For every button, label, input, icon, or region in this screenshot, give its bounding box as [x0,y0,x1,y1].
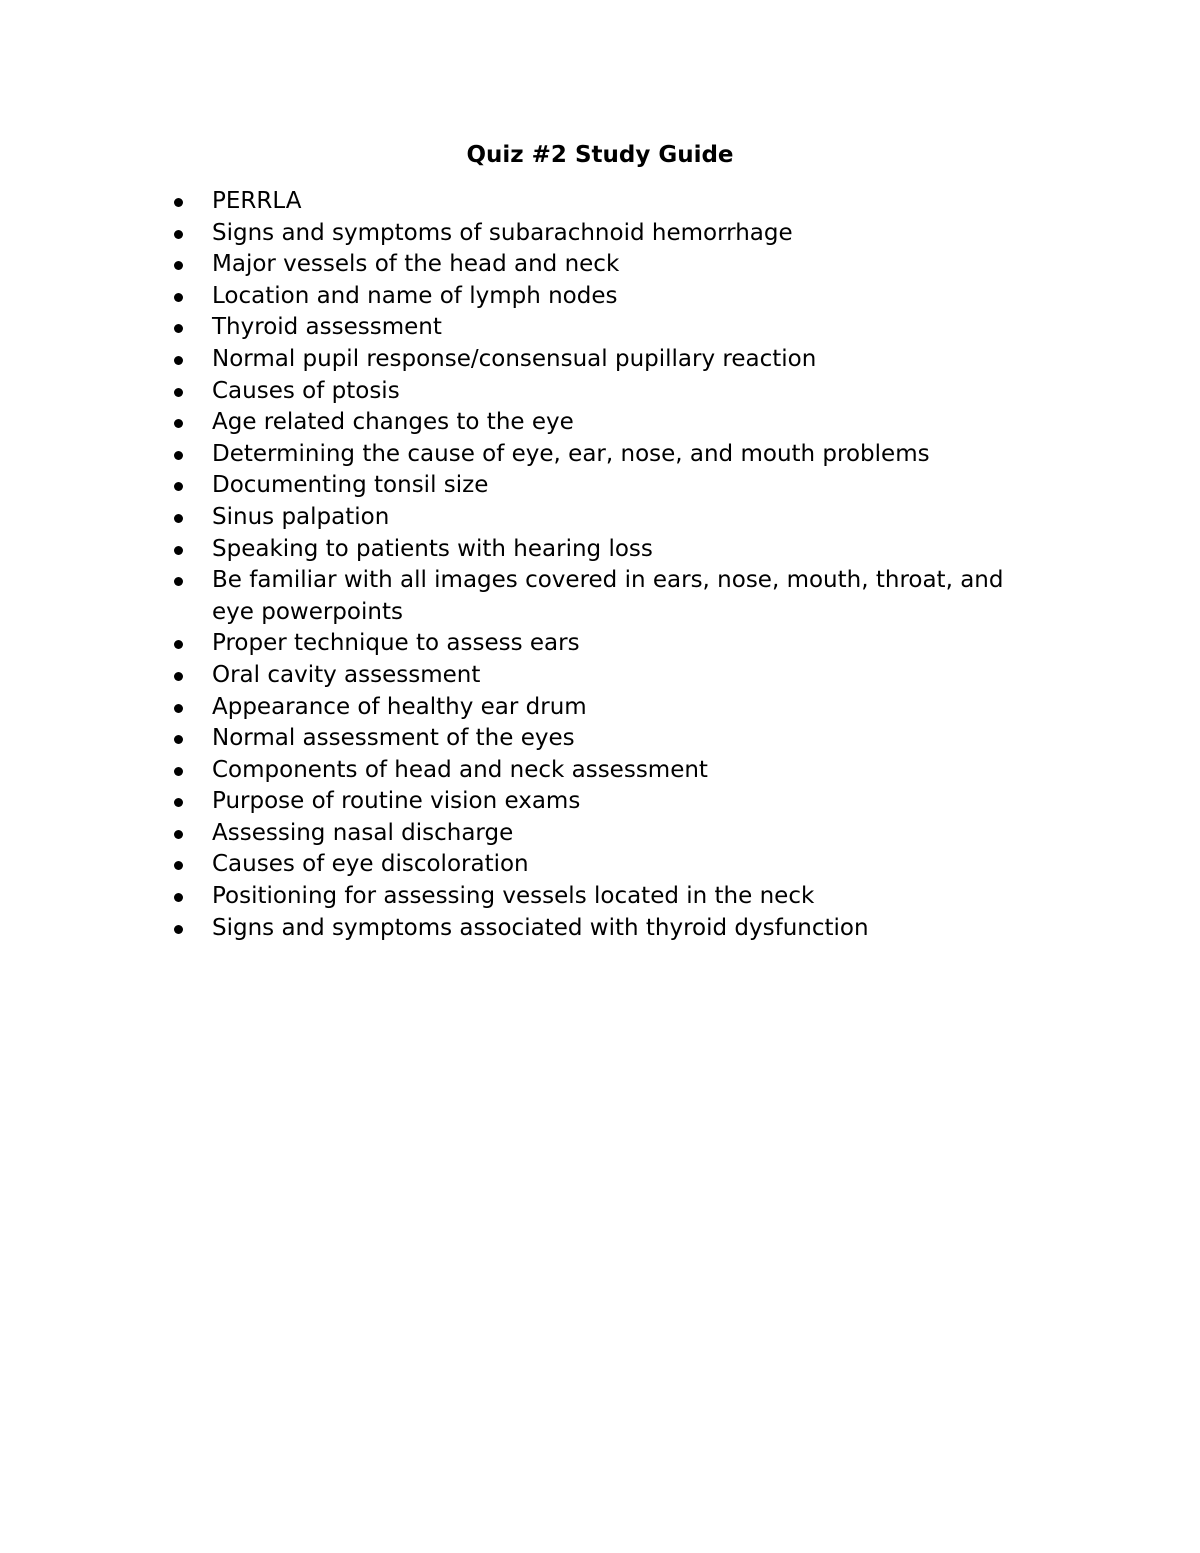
bullet-icon [174,324,183,333]
bullet-icon [174,451,183,460]
study-guide-list [172,186,1052,944]
bullet-icon [174,704,183,713]
bullet-icon [174,925,183,934]
list-item [172,692,1052,724]
list-item-text: Assessing nasal discharge [212,819,514,846]
bullet-icon [174,640,183,649]
list-item-text: Major vessels of the head and neck [212,251,620,278]
list-item [172,881,1052,913]
bullet-icon [174,893,183,902]
list-item-text: Determining the cause of eye, ear, nose, and mouth problems [212,440,930,467]
bullet-icon [174,830,183,839]
list-item-text: Speaking to patients with hearing loss [212,535,653,562]
bullet-icon [174,767,183,776]
list-item-text: Causes of ptosis [212,377,400,404]
bullet-icon [174,356,183,365]
bullet-icon [174,546,183,555]
list-item-text: Appearance of healthy ear drum [212,693,587,720]
list-item [172,407,1052,439]
list-item [172,312,1052,344]
list-item [172,502,1052,534]
bullet-icon [174,735,183,744]
list-item-text: Sinus palpation [212,503,390,530]
list-item [172,755,1052,787]
list-item-text: Components of head and neck assessment [212,756,708,783]
list-item-text: Signs and symptoms associated with thyroid dysfunction [212,914,869,941]
list-item-text: Causes of eye discoloration [212,851,529,878]
list-item [172,439,1052,471]
list-item [172,660,1052,692]
list-item-text: Documenting tonsil size [212,472,489,499]
list-item [172,281,1052,313]
bullet-icon [174,577,183,586]
list-item [172,344,1052,376]
bullet-icon [174,672,183,681]
list-item [172,218,1052,250]
list-item-text: Location and name of lymph nodes [212,282,618,309]
list-item-text: Age related changes to the eye [212,409,574,436]
list-item-text: Oral cavity assessment [212,661,481,688]
list-item [172,534,1052,566]
list-item [172,818,1052,850]
bullet-icon [174,230,183,239]
bullet-icon [174,419,183,428]
list-item-text: PERRLA [212,188,302,214]
bullet-icon [174,261,183,270]
list-item [172,723,1052,755]
list-item [172,186,1052,218]
list-item [172,913,1052,945]
bullet-icon [174,514,183,523]
list-item-text: Normal pupil response/consensual pupillary reaction [212,345,817,372]
list-item [172,849,1052,881]
list-item-text: Purpose of routine vision exams [212,788,581,815]
bullet-icon [174,198,183,207]
list-item-text: Be familiar with all images covered in ears, nose, mouth, throat, and eye powerpoints [212,567,1004,625]
bullet-icon [174,388,183,397]
list-item-text: Proper technique to assess ears [212,630,580,657]
list-item-text: Normal assessment of the eyes [212,725,575,752]
page-title: Quiz #2 Study Guide [466,142,734,168]
bullet-icon [174,482,183,491]
list-item [172,628,1052,660]
list-item-text: Signs and symptoms of subarachnoid hemorrhage [212,219,793,246]
bullet-icon [174,293,183,302]
list-item-text: Thyroid assessment [212,314,442,341]
list-item [172,376,1052,408]
list-item [172,470,1052,502]
list-item [172,565,1052,628]
list-item-text: Positioning for assessing vessels located in the neck [212,883,815,910]
bullet-icon [174,798,183,807]
list-item [172,249,1052,281]
bullet-icon [174,861,183,870]
list-item [172,786,1052,818]
